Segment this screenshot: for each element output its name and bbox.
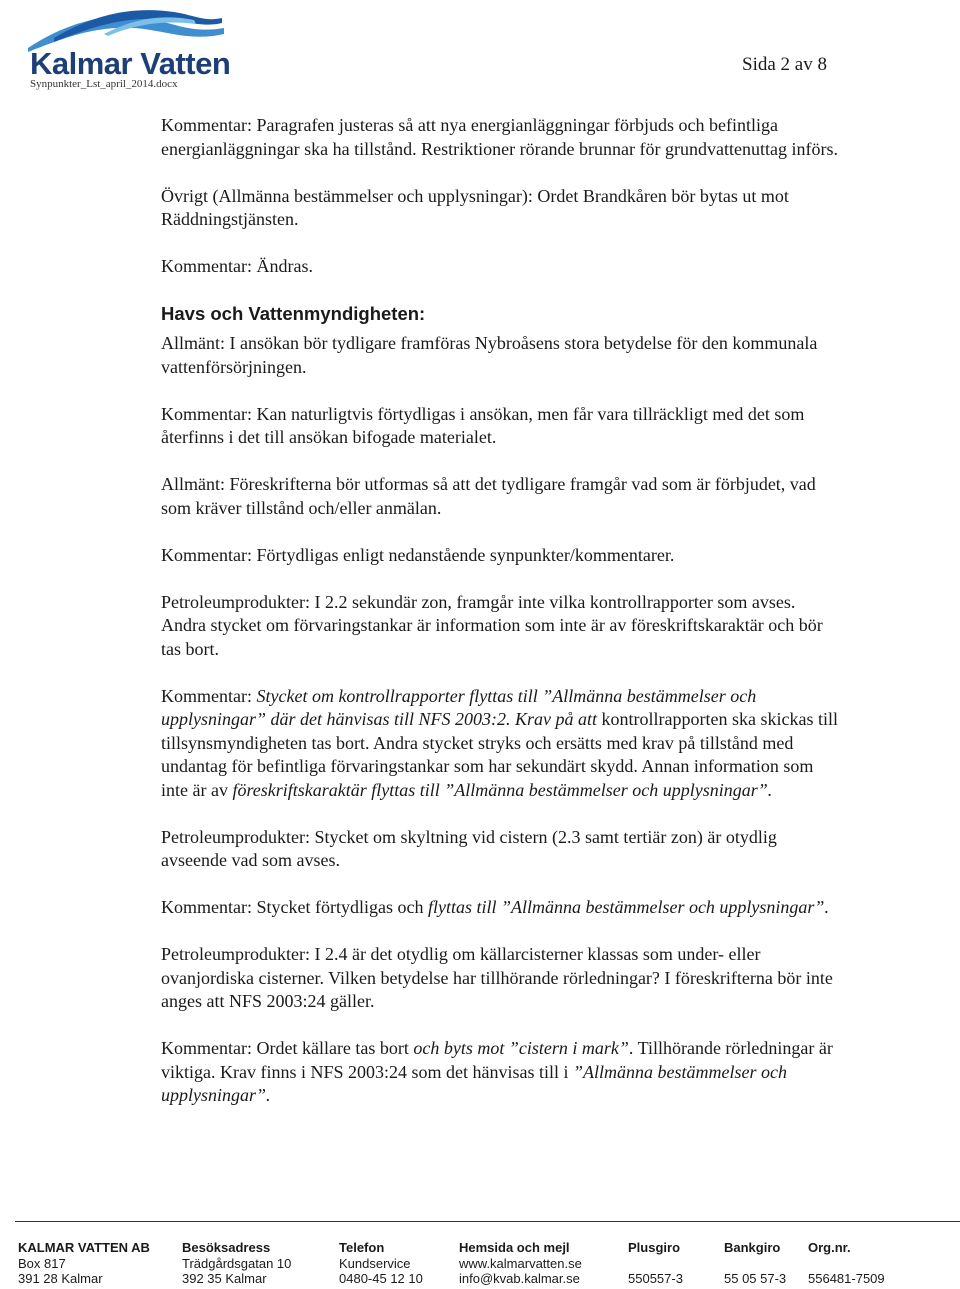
paragraph: Petroleumprodukter: Stycket om skyltning vid cistern (2.3 samt tertiär zon) är otydlig avseende vad som avses. [161,826,777,870]
footer-text: Trädgårdsgatan 10 [182,1255,292,1271]
footer-text [808,1256,885,1272]
paragraph [161,896,841,920]
footer-address [182,1240,291,1287]
footer-text: Kundservice [339,1255,411,1271]
section-heading: Havs och Vattenmyndigheten: [161,303,426,324]
italic-text-run: Stycket om kontrollrapporter flyttas till ”Allmänna bestämmelser och upplysningar” där det hänvisas till NFS 2003:2. Krav på att [161,685,757,729]
text-run: Kommentar: Stycket förtydligas och [161,897,428,917]
footer-heading: KALMAR VATTEN AB [18,1240,150,1255]
paragraph: Kommentar: Ändras. [161,256,313,276]
footer-link: www.kalmarvatten.se [459,1255,582,1271]
footer-phone [339,1240,423,1287]
text-run: . Tillhörande rörledningar är viktiga. Krav finns i NFS 2003:24 som det hänvisas till i [161,1038,833,1082]
paragraph: Kommentar: Kan naturligtvis förtydligas i ansökan, men får vara tillräckligt med det som återfinns i det till ansökan bifogade materialet. [161,403,805,447]
footer-text: Box 817 [18,1255,66,1271]
logo-text: Kalmar Vatten [30,46,231,81]
paragraph: Kommentar: Paragrafen justeras så att nya energianläggningar förbjuds och befintliga energianläggningar ska ha tillstånd. Restriktioner rörande brunnar för grundvattenuttag införs. [161,115,838,159]
document-filename: Synpunkter_Lst_april_2014.docx [30,78,178,90]
footer-text: 392 35 Kalmar [182,1271,267,1286]
footer-heading: Plusgiro [628,1240,681,1255]
paragraph: Petroleumprodukter: I 2.2 sekundär zon, framgår inte vilka kontrollrapporter som avses. Andra stycket om förvaringstankar är information som inte är av föreskriftskaraktär och bör tas bort. [161,591,823,659]
footer-web [459,1240,582,1287]
paragraph [161,1037,841,1108]
footer-divider [15,1221,960,1222]
footer-text: 0480-45 12 10 [339,1271,423,1286]
footer-bankgiro [724,1240,786,1287]
italic-text-run: och byts mot ”cistern i mark” [413,1038,629,1058]
text-run: Kommentar: Ordet källare tas bort [161,1038,414,1058]
paragraph: Allmänt: Föreskrifterna bör utformas så att det tydligare framgår vad som är förbjudet, vad som kräver tillstånd och/eller anmälan. [161,474,816,518]
footer-plusgiro [628,1240,683,1287]
footer-heading: Besöksadress [182,1240,271,1255]
italic-text-run: flyttas till ”Allmänna bestämmelser och upplysningar”. [427,897,829,917]
paragraph [161,685,841,803]
text-run: Kommentar: [161,685,257,706]
footer-heading: Telefon [339,1240,385,1255]
italic-text-run: ”Allmänna bestämmelser och upplysningar”. [161,1061,787,1105]
footer-text: 550557-3 [628,1271,683,1286]
footer-text: 391 28 Kalmar [18,1271,103,1286]
footer-link: info@kvab.kalmar.se [459,1271,580,1286]
paragraph: Övrigt (Allmänna bestämmelser och upplysningar): Ordet Brandkåren bör bytas ut mot Räddningstjänsten. [161,185,789,229]
footer-heading: Hemsida och mejl [459,1240,570,1255]
text-run: kontrollrapporten ska skickas till tillsynsmyndigheten tas bort. Andra stycket stryks och ersätts med krav på tillstånd med undantag för befintliga förvaringstankar som har sekundärt skydd. Annan information som inte är av [161,709,838,800]
footer-text: 556481-7509 [808,1271,885,1286]
document-body [161,114,841,1131]
footer-heading: Bankgiro [724,1240,781,1255]
footer-text [628,1256,683,1272]
footer-text: 55 05 57-3 [724,1271,787,1286]
footer-company [18,1240,150,1287]
italic-text-run: föreskriftskaraktär flyttas till ”Allmänna bestämmelser och upplysningar”. [232,779,773,800]
footer-text [724,1256,786,1272]
paragraph: Petroleumprodukter: I 2.4 är det otydlig om källarcisterner klassas som under- eller ovanjordiska cisterner. Vilken betydelse har tillhörande rörledningar? I föreskrifterna bör inte anges att NFS 2003:24 gäller. [161,944,833,1011]
page-number: Sida 2 av 8 [742,54,827,75]
paragraph: Allmänt: I ansökan bör tydligare framföras Nybroåsens stora betydelse för den kommunala vattenförsörjningen. [161,333,818,377]
footer-heading: Org.nr. [808,1240,851,1255]
paragraph: Kommentar: Förtydligas enligt nedanstående synpunkter/kommentarer. [161,544,675,565]
footer-orgnr [808,1240,885,1287]
